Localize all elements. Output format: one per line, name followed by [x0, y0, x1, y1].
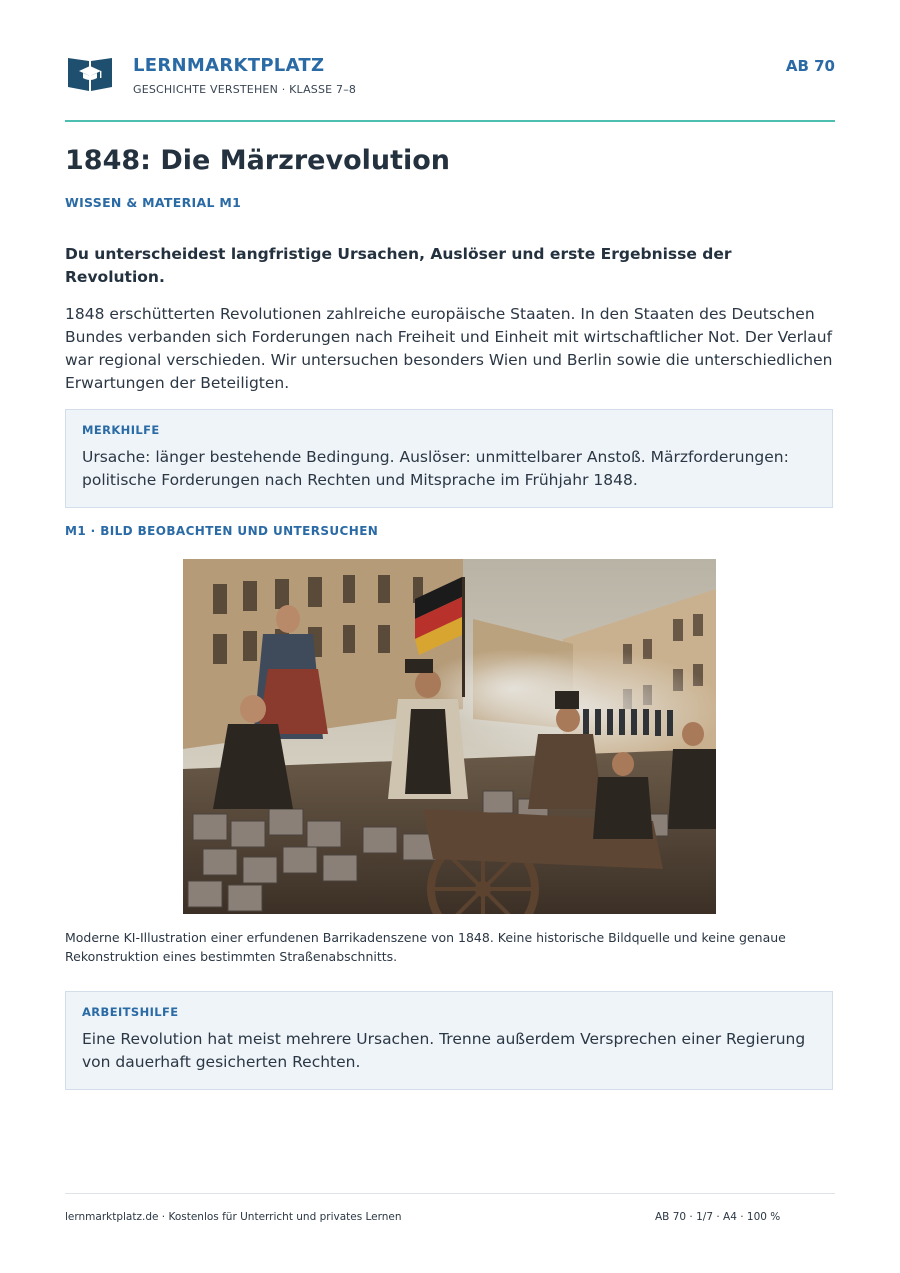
merkhilfe-title: MERKHILFE	[82, 423, 160, 437]
intro-text: 1848 erschütterten Revolutionen zahlreiche europäische Staaten. In den Staaten des Deutschen Bundes verbanden sich Forderungen nach Freiheit und Einheit mit wirtschaftlicher Not. Der Verlauf war regional verschieden. Wir untersuchen besonders Wien und Berlin sowie die unterschiedlichen Erwartungen der Beteiligten.	[65, 305, 833, 392]
merkhilfe-box	[65, 409, 833, 508]
arbeitshilfe-text: Eine Revolution hat meist mehrere Ursachen. Trenne außerdem Versprechen einer Regierung von dauerhaft gesicherten Rechten.	[82, 1030, 806, 1071]
merkhilfe-text: Ursache: länger bestehende Bedingung. Auslöser: unmittelbarer Anstoß. Märzforderungen: politische Forderungen nach Rechten und Mitsprache im Frühjahr 1848.	[82, 448, 789, 489]
footer-site-link[interactable]: lernmarktplatz.de · Kostenlos für Unterricht und privates Lernen	[65, 1211, 402, 1223]
worksheet-page	[65, 0, 835, 1273]
arbeitshilfe-title: ARBEITSHILFE	[82, 1005, 179, 1019]
barricade-illustration	[183, 559, 716, 914]
book-graduation-cap-icon	[68, 54, 112, 92]
section-kicker: WISSEN & MATERIAL M1	[65, 195, 242, 210]
image-caption: Moderne KI-Illustration einer erfundenen Barrikadenszene von 1848. Keine historische Bildquelle und keine genaue Rekonstruktion eines bestimmten Straßenabschnitts.	[65, 930, 786, 964]
arbeitshilfe-box	[65, 991, 833, 1090]
header-divider	[65, 120, 835, 122]
learning-goal: Du unterscheidest langfristige Ursachen, Auslöser und erste Ergebnisse der Revolution.	[65, 245, 732, 286]
page-title: 1848: Die Märzrevolution	[65, 145, 451, 176]
footer-divider	[65, 1193, 835, 1194]
brand-subtitle: GESCHICHTE VERSTEHEN · KLASSE 7–8	[133, 83, 357, 96]
material-heading: M1 · BILD BEOBACHTEN UND UNTERSUCHEN	[65, 524, 379, 538]
footer-page-info: AB 70 · 1/7 · A4 · 100 %	[655, 1211, 781, 1223]
brand-name: LERNMARKTPLATZ	[133, 55, 325, 76]
sheet-number: AB 70	[785, 57, 835, 75]
